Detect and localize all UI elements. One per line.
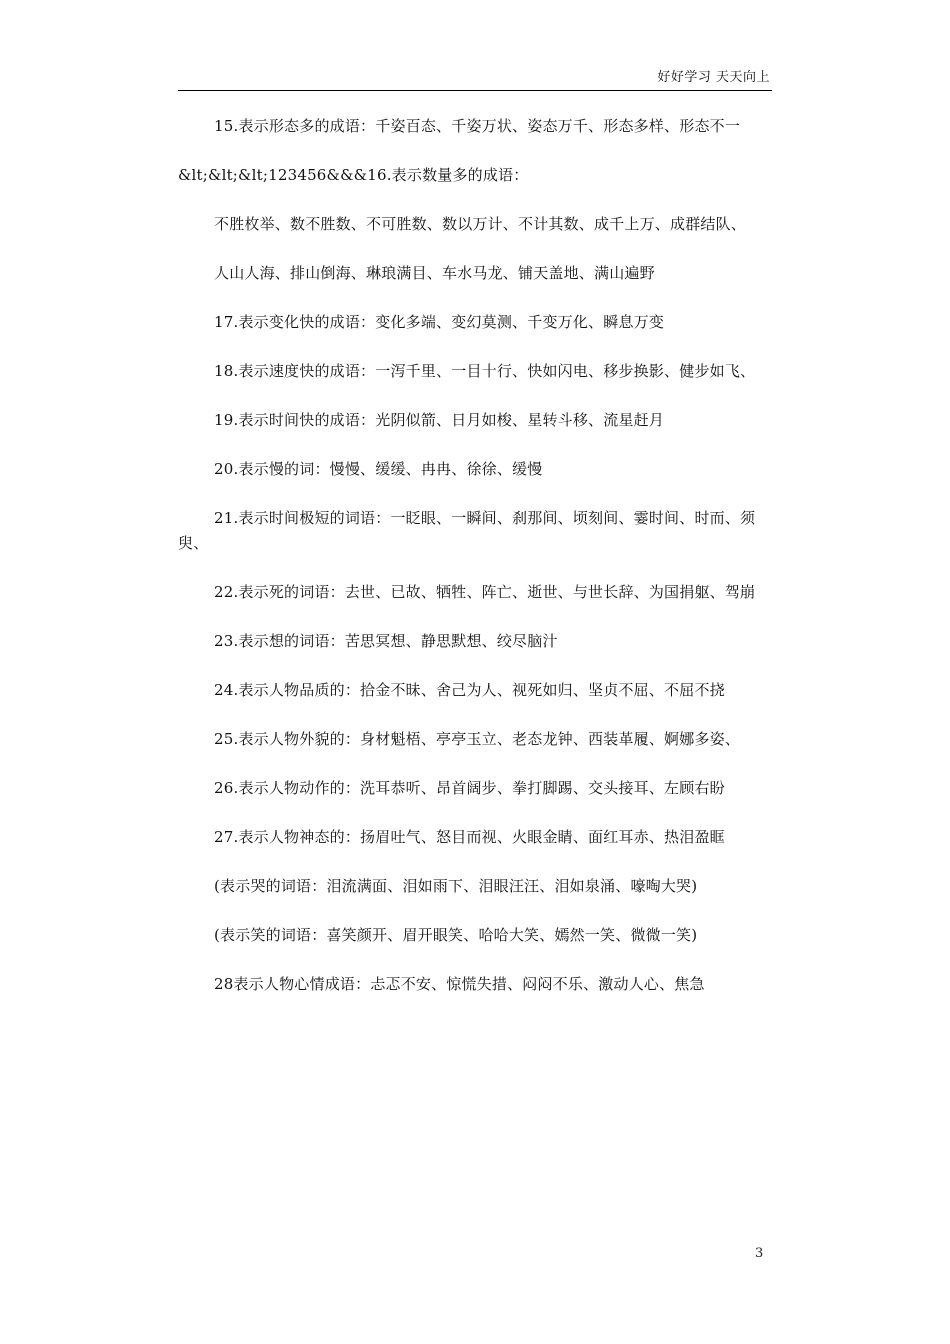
paragraph-18: 18.表示速度快的成语：一泻千里、一目十行、快如闪电、移步换影、健步如飞、 xyxy=(214,362,756,380)
paragraph-15: 15.表示形态多的成语：千姿百态、千姿万状、姿态万千、形态多样、形态不一 xyxy=(214,117,741,135)
paragraph-16-list-2: 人山人海、排山倒海、琳琅满目、车水马龙、铺天盖地、满山遍野 xyxy=(214,264,655,282)
paragraph-19: 19.表示时间快的成语：光阴似箭、日月如梭、星转斗移、流星赶月 xyxy=(214,411,665,429)
paragraph-16-heading: &lt;&lt;&lt;123456&&&16.表示数量多的成语： xyxy=(178,166,529,184)
page-header xyxy=(178,62,772,91)
paragraph-16-list-1: 不胜枚举、数不胜数、不可胜数、数以万计、不计其数、成千上万、成群结队、 xyxy=(214,215,747,233)
paragraph-20: 20.表示慢的词：慢慢、缓缓、冉冉、徐徐、缓慢 xyxy=(214,460,543,478)
paragraph-17: 17.表示变化快的成语：变化多端、变幻莫测、千变万化、瞬息万变 xyxy=(214,313,665,331)
paragraph-23: 23.表示想的词语：苦思冥想、静思默想、绞尽脑汁 xyxy=(214,632,558,650)
paragraph-26: 26.表示人物动作的：洗耳恭听、昂首阔步、拳打脚踢、交头接耳、左顾右盼 xyxy=(214,779,725,797)
paragraph-24: 24.表示人物品质的：拾金不昧、舍己为人、视死如归、坚贞不屈、不屈不挠 xyxy=(214,681,725,699)
paragraph-28: 28表示人物心情成语：忐忑不安、惊慌失措、闷闷不乐、激动人心、焦急 xyxy=(214,975,705,993)
paragraph-27-cry: (表示哭的词语：泪流满面、泪如雨下、泪眼汪汪、泪如泉涌、嚎啕大哭) xyxy=(214,877,698,895)
document-body xyxy=(178,114,772,1021)
paragraph-27: 27.表示人物神态的：扬眉吐气、怒目而视、火眼金睛、面红耳赤、热泪盈眶 xyxy=(214,828,725,846)
paragraph-22: 22.表示死的词语：去世、已故、牺牲、阵亡、逝世、与世长辞、为国捐躯、驾崩 xyxy=(214,583,756,601)
paragraph-27-laugh: (表示笑的词语：喜笑颜开、眉开眼笑、哈哈大笑、嫣然一笑、微微一笑) xyxy=(214,926,698,944)
paragraph-21: 21.表示时间极短的词语：一眨眼、一瞬间、刹那间、顷刻间、霎时间、时而、须臾、 xyxy=(178,509,756,552)
paragraph-25: 25.表示人物外貌的：身材魁梧、亭亭玉立、老态龙钟、西装革履、婀娜多姿、 xyxy=(214,730,741,748)
header-motto: 好好学习 天天向上 xyxy=(657,70,770,85)
page-number: 3 xyxy=(755,1246,764,1261)
